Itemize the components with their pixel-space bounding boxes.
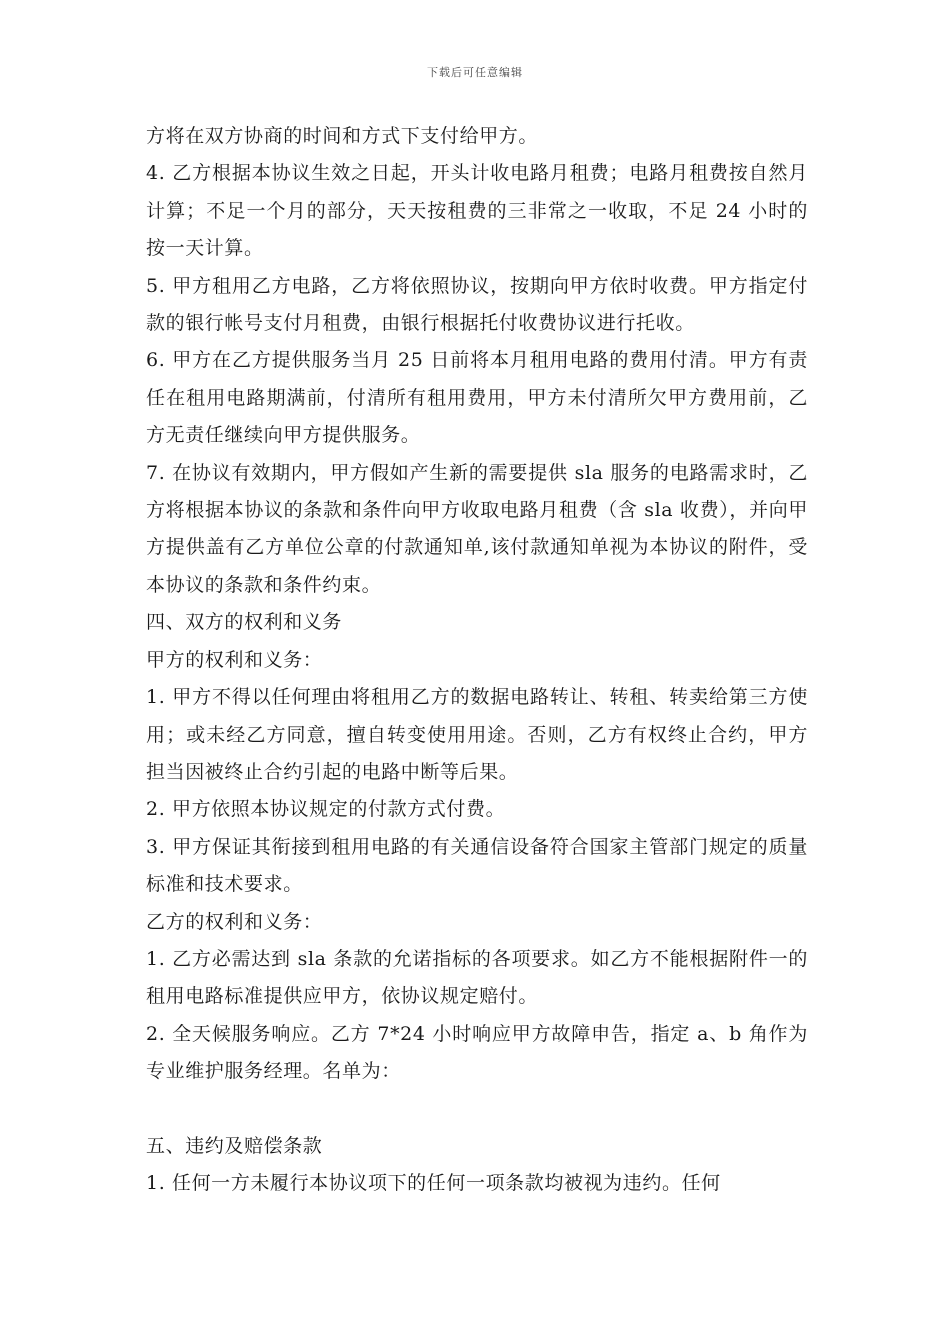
paragraph-party-b-2: 2. 全天候服务响应。乙方 7*24 小时响应甲方故障申告，指定 a、b 角作为专业维护服务经理。名单为： — [146, 1022, 808, 1083]
paragraph-breach-1: 1. 任何一方未履行本协议项下的任何一项条款均被视为违约。任何 — [146, 1172, 721, 1195]
paragraph-clause-5: 5. 甲方租用乙方电路，乙方将依照协议，按期向甲方依时收费。甲方指定付款的银行帐号支付月租费，由银行根据托付收费协议进行托收。 — [146, 274, 808, 335]
paragraph-party-a-1: 1. 甲方不得以任何理由将租用乙方的数据电路转让、转租、转卖给第三方使用；或未经乙方同意，擅自转变使用用途。否则，乙方有权终止合约，甲方担当因被终止合约引起的电路中断等后果。 — [146, 686, 808, 783]
section-heading-rights: 四、双方的权利和义务 — [146, 611, 343, 634]
subheading-party-b: 乙方的权利和义务： — [146, 910, 323, 933]
section-heading-breach: 五、违约及赔偿条款 — [146, 1134, 323, 1157]
paragraph-continuation: 方将在双方协商的时间和方式下支付给甲方。 — [146, 125, 539, 147]
subheading-party-a: 甲方的权利和义务： — [146, 648, 323, 671]
page-header-note: 下载后可任意编辑 — [427, 66, 523, 79]
paragraph-party-a-2: 2. 甲方依照本协议规定的付款方式付费。 — [146, 798, 506, 821]
paragraph-clause-4: 4. 乙方根据本协议生效之日起，开头计收电路月租费；电路月租费按自然月计算；不足一个月的部分，天天按租费的三非常之一收取，不足 24 小时的按一天计算。 — [146, 162, 808, 260]
paragraph-party-b-1: 1. 乙方必需达到 sla 条款的允诺指标的各项要求。如乙方不能根据附件一的租用电路标准提供应甲方，依协议规定赔付。 — [146, 947, 808, 1008]
paragraph-party-a-3: 3. 甲方保证其衔接到租用电路的有关通信设备符合国家主管部门规定的质量标准和技术要求。 — [146, 835, 808, 896]
document-body — [146, 118, 808, 1203]
blank-line — [146, 1091, 808, 1128]
paragraph-clause-6: 6. 甲方在乙方提供服务当月 25 日前将本月租用电路的费用付清。甲方有责任在租用电路期满前，付清所有租用费用，甲方未付清所欠甲方费用前，乙方无责任继续向甲方提供服务。 — [146, 349, 808, 447]
paragraph-clause-7: 7. 在协议有效期内，甲方假如产生新的需要提供 sla 服务的电路需求时，乙方将根据本协议的条款和条件向甲方收取电路月租费（含 sla 收费），并向甲方提供盖有乙方单位公章的付款通知单,该付款通知单视为本协议的附件，受本协议的条款和条件约束。 — [146, 461, 808, 596]
